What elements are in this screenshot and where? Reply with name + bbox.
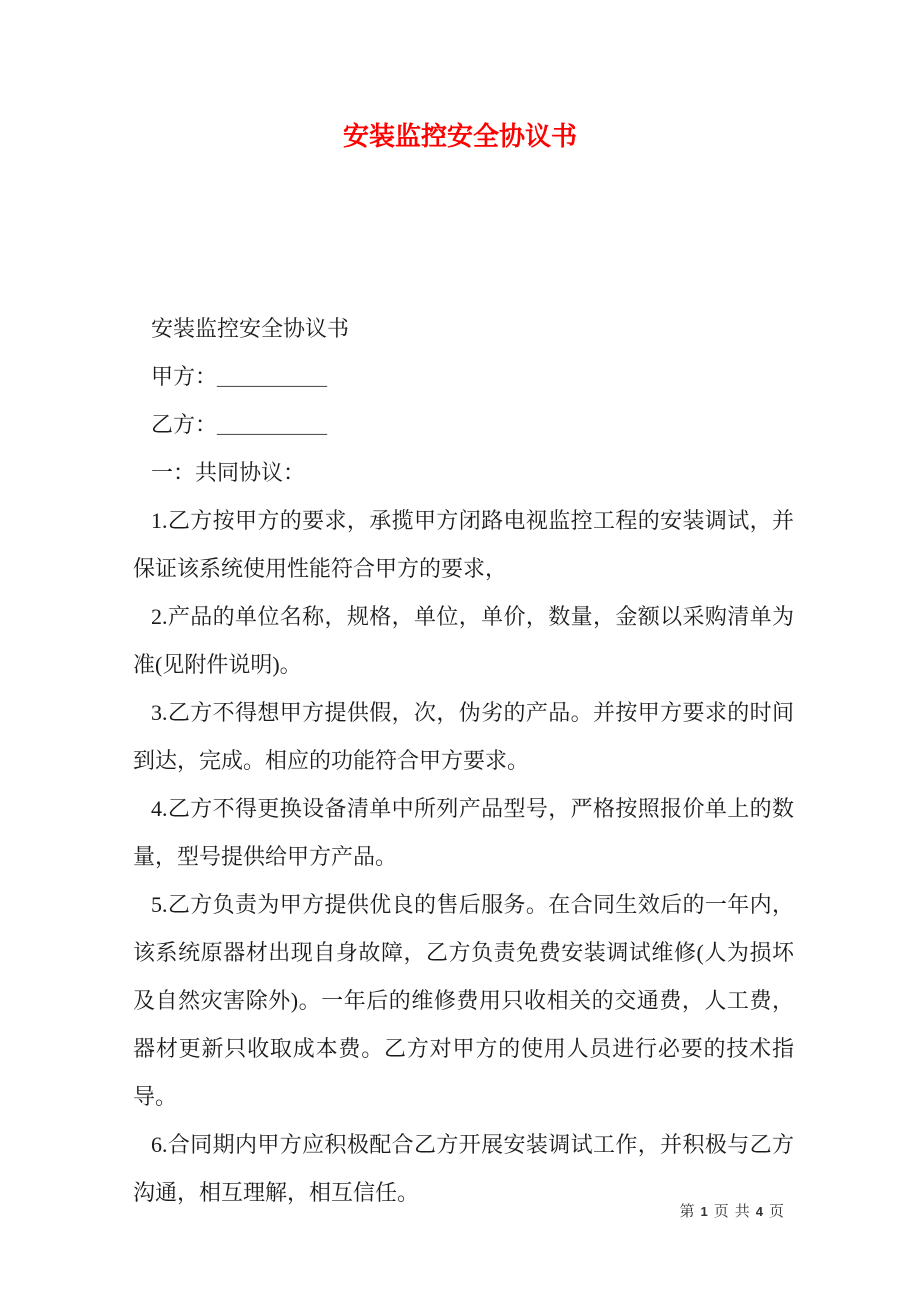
document-subtitle: 安装监控安全协议书 — [151, 316, 350, 341]
party-b-blank: __________ — [217, 412, 328, 437]
footer-total-pages: 4 — [755, 1204, 763, 1219]
party-b-row — [133, 401, 794, 449]
document-title: 安装监控安全协议书 — [342, 122, 577, 151]
section-heading: 一：共同协议： — [151, 460, 306, 485]
party-a-blank: __________ — [217, 364, 328, 389]
party-a-row — [133, 353, 794, 401]
clause-paragraph-3: 3.乙方不得想甲方提供假，次，伪劣的产品。并按甲方要求的时间到达，完成。相应的功能符合甲方要求。 — [133, 700, 794, 773]
footer-separator: 共 — [734, 1204, 750, 1220]
clause-paragraph-2: 2.产品的单位名称，规格，单位，单价，数量，金额以采购清单为准(见附件说明)。 — [133, 604, 794, 677]
clause-paragraph-1: 1.乙方按甲方的要求，承揽甲方闭路电视监控工程的安装调试，并保证该系统使用性能符合甲方的要求， — [133, 508, 794, 581]
party-a-label: 甲方： — [151, 364, 218, 389]
clause-paragraph-5: 5.乙方负责为甲方提供优良的售后服务。在合同生效后的一年内，该系统原器材出现自身故障，乙方负责免费安装调试维修(人为损坏及自然灾害除外)。一年后的维修费用只收相关的交通费，人工费，器材更新只收取成本费。乙方对甲方的使用人员进行必要的技术指导。 — [133, 892, 794, 1109]
footer-total-unit: 页 — [768, 1204, 784, 1220]
footer-page-unit: 页 — [713, 1204, 729, 1220]
party-b-label: 乙方： — [151, 412, 218, 437]
footer-current-page: 1 — [700, 1204, 708, 1219]
clause-paragraph-6: 6.合同期内甲方应积极配合乙方开展安装调试工作，并积极与乙方沟通，相互理解，相互信任。 — [133, 1132, 794, 1205]
page-footer — [679, 1200, 784, 1221]
document-body — [0, 305, 920, 1217]
clause-paragraph-4: 4.乙方不得更换设备清单中所列产品型号，严格按照报价单上的数量，型号提供给甲方产品。 — [133, 796, 794, 869]
footer-prefix: 第 — [679, 1204, 695, 1220]
